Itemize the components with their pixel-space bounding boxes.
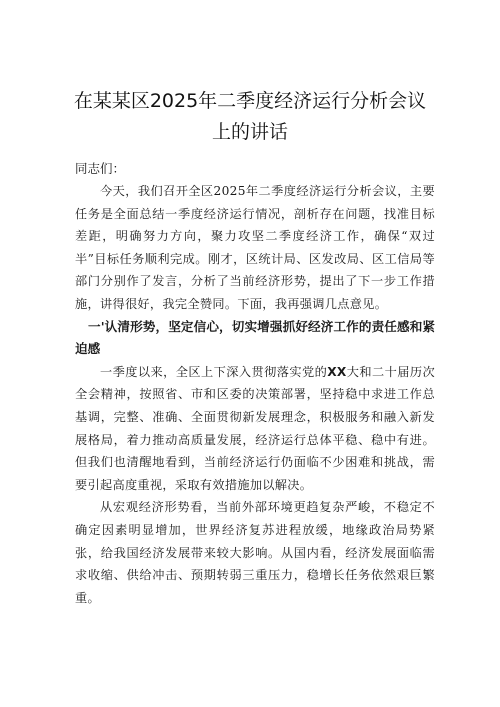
intro-paragraph: 今天，我们召开全区2025年二季度经济运行分析会议，主要任务是全面总结一季度经济运行情况，剖析存在问题，找准目标差距，明确努力方向，聚力攻坚二季度经济工作，确保“双过半”目标任务顺利完成。刚才，区统计局、区发改局、区工信局等部门分别作了发言，分析了当前经济形势，提出了下一步工作措施，讲得很好，我完全赞同。下面，我再强调几点意见。 <box>75 184 435 311</box>
document-title-line-2: 上的讲话 <box>211 121 288 143</box>
section-1-paragraph-2: 从宏观经济形势看，当前外部环境更趋复杂严峻，不稳定不确定因素明显增加，世界经济复苏进程放缓，地缘政治局势紧张，给我国经济发展带来较大影响。从国内看，经济发展面临需求收缩、供给冲击、预期转弱三重压力，稳增长任务依然艰巨繁重。 <box>75 500 435 605</box>
salutation: 同志们： <box>75 161 126 176</box>
section-1-paragraph-1-rest: 大和二十届历次全会精神，按照省、市和区委的决策部署，坚持稳中求进工作总基调，完整、准确、全面贯彻新发展理念，积极服务和融入新发展格局，着力推动高质量发展，经济运行总体平稳、稳中有进。但我们也清醒地看到，当前经济运行仍面临不少困难和挑战，需要引起高度重视，采取有效措施加以解决。 <box>75 364 435 492</box>
xx-placeholder: XX <box>327 364 347 379</box>
section-1-paragraph-1-start: 一季度以来，全区上下深入贯彻落实党的 <box>100 364 328 379</box>
section-1-heading: 一'认清形势，坚定信心，切实增强抓好经济工作的责任感和紧迫感 <box>75 318 435 357</box>
section-1-paragraph-1 <box>75 361 435 497</box>
document-body <box>75 158 435 609</box>
document-title-line-1: 在某某区2025年二季度经济运行分析会议 <box>73 90 427 112</box>
